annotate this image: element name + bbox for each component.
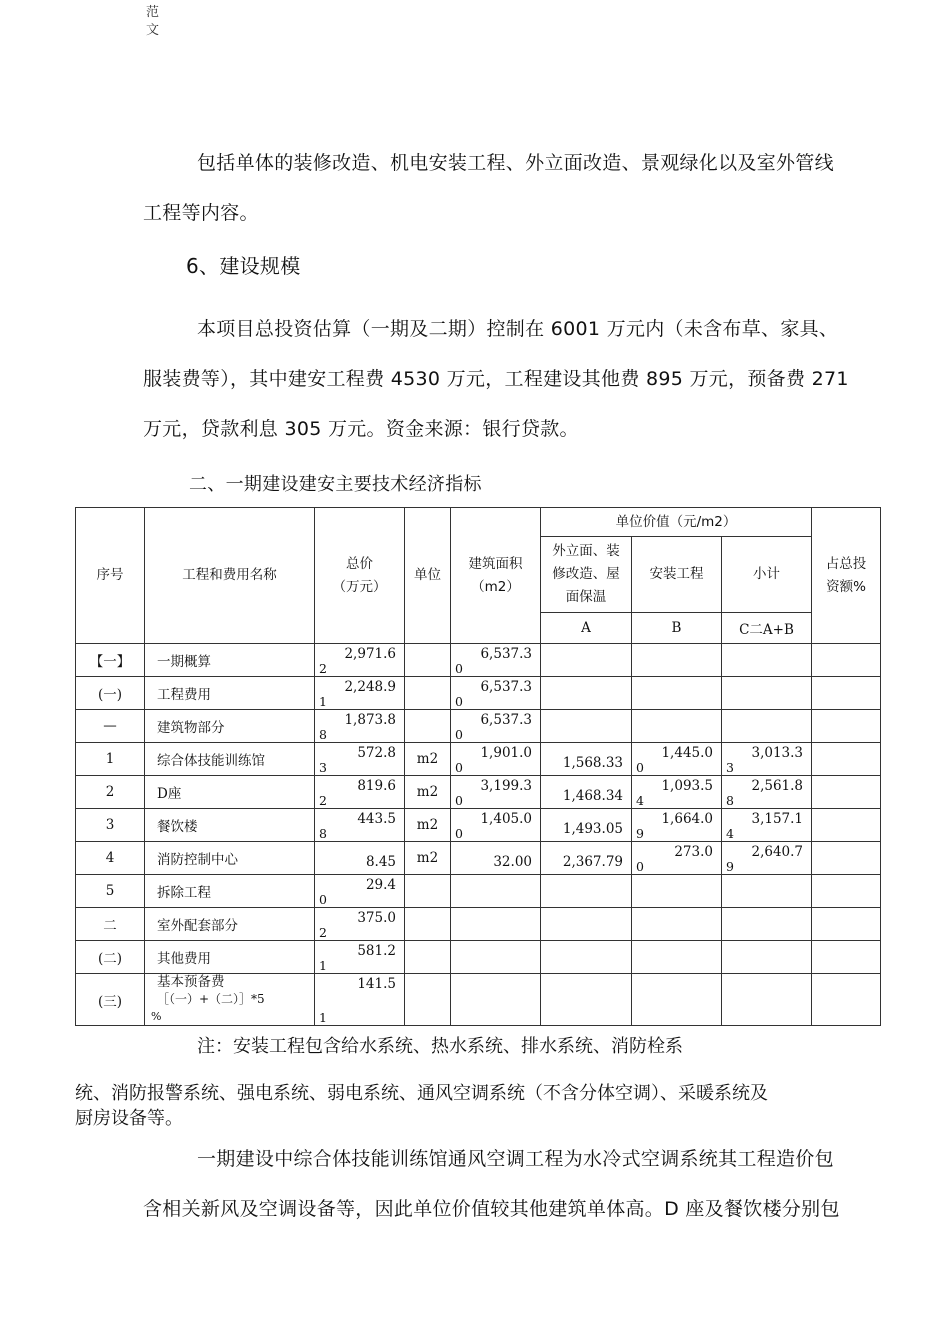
- cell-name: 工程费用: [145, 677, 315, 710]
- cell-total-value: 443.5: [357, 811, 396, 827]
- cell-seq: 1: [76, 743, 145, 776]
- cell-total: [315, 809, 405, 842]
- cell-subtotal-number: 2,640.7: [751, 844, 804, 860]
- cell-install-value: [632, 776, 722, 809]
- cell-facade-value: [541, 842, 632, 875]
- cell-total: [315, 908, 405, 941]
- cell-share: [812, 842, 881, 875]
- cell-install-value: [632, 743, 722, 776]
- cell-area-value: 6,537.3: [480, 646, 532, 662]
- cell-total: [315, 875, 405, 908]
- table-row: [76, 908, 881, 941]
- cell-total-value: 29.4: [365, 877, 396, 893]
- cell-subtotal-value: [722, 677, 812, 710]
- cell-area-tail: 0: [455, 661, 463, 676]
- cell-facade-number: 1,568.33: [562, 755, 623, 771]
- cell-total: [315, 743, 405, 776]
- cell-install-value: [632, 875, 722, 908]
- header-share-line1: 占总投: [825, 555, 867, 572]
- cell-subtotal-value: [722, 776, 812, 809]
- cell-name: 综合体技能训练馆: [145, 743, 315, 776]
- cell-total-tail: 0: [319, 892, 327, 907]
- cell-facade-value: [541, 974, 632, 1026]
- cell-total: [315, 677, 405, 710]
- cell-seq: (二): [76, 941, 145, 974]
- cell-total-value: 2,971.6: [344, 646, 396, 662]
- cell-subtotal-value: [722, 809, 812, 842]
- cell-subtotal-number: 3,013.3: [751, 745, 804, 761]
- cell-install-tail: 9: [636, 826, 644, 841]
- cell-subtotal-value: [722, 974, 812, 1026]
- cell-unit: [405, 941, 451, 974]
- cell-subtotal-tail: 3: [726, 760, 734, 775]
- cell-facade-number: 1,493.05: [562, 821, 623, 837]
- cell-install-number: 273.0: [674, 844, 713, 860]
- cell-name-line2: ［（一）+（二）］*5: [157, 992, 265, 1006]
- cell-name: 建筑物部分: [145, 710, 315, 743]
- header-mark: [146, 4, 166, 40]
- table-row: [76, 776, 881, 809]
- cell-area-tail: 0: [455, 694, 463, 709]
- cell-area: [451, 710, 541, 743]
- cell-area-tail: 0: [455, 793, 463, 808]
- cell-total-tail: 2: [319, 925, 327, 940]
- table-row: [76, 842, 881, 875]
- cell-install-value: [632, 941, 722, 974]
- note-line2: 统、消防报警系统、强电系统、弱电系统、通风空调系统（不含分体空调）、采暖系统及: [75, 1083, 768, 1104]
- cell-facade-value: [541, 908, 632, 941]
- header-mark-line2: 文: [146, 23, 160, 38]
- cell-seq: (三): [76, 974, 145, 1026]
- header-facade-line2: 修改造、屋: [552, 566, 620, 582]
- para1-line2: 工程等内容。: [143, 202, 259, 224]
- cell-area: [451, 842, 541, 875]
- cell-unit: m2: [405, 743, 451, 776]
- cell-unit: m2: [405, 776, 451, 809]
- header-col-c: C二A+B: [722, 613, 812, 644]
- cell-share: [812, 710, 881, 743]
- cell-unit: [405, 908, 451, 941]
- cell-area-tail: 0: [455, 760, 463, 775]
- cell-facade-number: 1,468.34: [562, 788, 623, 804]
- section2-title: 二、一期建设建安主要技术经济指标: [189, 474, 482, 495]
- cell-install-tail: 0: [636, 859, 644, 874]
- header-total: [315, 508, 405, 644]
- header-facade-line3: 面保温: [565, 589, 607, 605]
- cell-area: [451, 809, 541, 842]
- cell-seq: 3: [76, 809, 145, 842]
- cell-install-value: [632, 809, 722, 842]
- cell-area-value: 6,537.3: [480, 679, 532, 695]
- cell-total-value: 581.2: [357, 943, 396, 959]
- cell-area: [451, 644, 541, 677]
- table-row: [76, 743, 881, 776]
- header-share-line2: 资额%: [826, 578, 866, 595]
- cell-total-value: 572.8: [357, 745, 396, 761]
- cell-total: [315, 842, 405, 875]
- cell-subtotal-number: 2,561.8: [751, 778, 804, 794]
- cell-facade-value: [541, 677, 632, 710]
- cell-area: [451, 974, 541, 1026]
- cell-unit: [405, 710, 451, 743]
- header-unit-value: 单位价值（元/m2）: [541, 508, 812, 537]
- cell-seq: —: [76, 710, 145, 743]
- cell-name: 餐饮楼: [145, 809, 315, 842]
- cell-share: [812, 677, 881, 710]
- cell-share: [812, 941, 881, 974]
- cell-facade-value: [541, 875, 632, 908]
- cell-total-tail: 8: [319, 727, 327, 742]
- cell-unit: m2: [405, 809, 451, 842]
- cell-area: [451, 875, 541, 908]
- cell-name: D座: [145, 776, 315, 809]
- cell-subtotal-value: [722, 842, 812, 875]
- cell-seq: 5: [76, 875, 145, 908]
- cost-table: [75, 507, 881, 1026]
- header-area-line1: 建筑面积: [468, 555, 523, 572]
- cell-facade-value: [541, 941, 632, 974]
- cell-facade-value: [541, 776, 632, 809]
- header-area-line2: （m2）: [471, 578, 520, 595]
- cell-unit: [405, 875, 451, 908]
- table-row: [76, 710, 881, 743]
- cell-total: [315, 776, 405, 809]
- cell-total-value: 1,873.8: [344, 712, 396, 728]
- para1-line1: 包括单体的装修改造、机电安装工程、外立面改造、景观绿化以及室外管线: [197, 152, 834, 174]
- cell-total: [315, 941, 405, 974]
- note-line3: 厨房设备等。: [75, 1108, 183, 1129]
- cell-seq: 4: [76, 842, 145, 875]
- cell-subtotal-tail: 8: [726, 793, 734, 808]
- cell-share: [812, 809, 881, 842]
- cell-area: [451, 677, 541, 710]
- cell-install-value: [632, 644, 722, 677]
- cell-install-value: [632, 677, 722, 710]
- cell-share: [812, 743, 881, 776]
- header-col-b: B: [632, 613, 722, 644]
- cell-subtotal-tail: 4: [726, 826, 734, 841]
- table-row: [76, 809, 881, 842]
- cell-facade-value: [541, 710, 632, 743]
- para2-line1: 本项目总投资估算（一期及二期）控制在 6001 万元内（未含布草、家具、: [197, 318, 839, 340]
- cell-total: [315, 710, 405, 743]
- header-unit: 单位: [405, 508, 451, 644]
- header-mark-line1: 范: [146, 5, 160, 20]
- section-heading-6: 6、建设规模: [186, 254, 301, 278]
- cell-name: 一期概算: [145, 644, 315, 677]
- para2-line3: 万元，贷款利息 305 万元。资金来源：银行贷款。: [143, 418, 579, 440]
- cell-install-value: [632, 842, 722, 875]
- header-col-a: A: [541, 613, 632, 644]
- cell-unit: [405, 677, 451, 710]
- cell-area: [451, 776, 541, 809]
- cell-install-value: [632, 710, 722, 743]
- cell-subtotal-value: [722, 710, 812, 743]
- para2-line2: 服装费等），其中建安工程费 4530 万元，工程建设其他费 895 万元，预备费 271: [143, 368, 849, 390]
- cell-share: [812, 644, 881, 677]
- cell-total-tail: 1: [319, 958, 327, 973]
- cell-subtotal-value: [722, 644, 812, 677]
- cell-subtotal-number: 3,157.1: [751, 811, 804, 827]
- header-facade: [541, 537, 632, 613]
- cell-area-value: 1,405.0: [480, 811, 532, 827]
- cell-name-line3: %: [151, 1010, 162, 1023]
- note-line1: 注：安装工程包含给水系统、热水系统、排水系统、消防栓系: [197, 1036, 683, 1057]
- cell-name: 拆除工程: [145, 875, 315, 908]
- cell-install-value: [632, 908, 722, 941]
- cell-share: [812, 908, 881, 941]
- cell-install-value: [632, 974, 722, 1026]
- cell-share: [812, 974, 881, 1026]
- cell-total-value: 141.5: [357, 976, 396, 992]
- header-install: 安装工程: [632, 537, 722, 613]
- cell-area-value: 6,537.3: [480, 712, 532, 728]
- cell-name: 其他费用: [145, 941, 315, 974]
- cell-area-value: 3,199.3: [480, 778, 532, 794]
- cell-subtotal-tail: 9: [726, 859, 734, 874]
- cell-install-tail: 4: [636, 793, 644, 808]
- header-facade-line1: 外立面、装: [552, 543, 620, 559]
- cell-total-value: 8.45: [365, 854, 396, 870]
- cell-total: [315, 974, 405, 1026]
- cell-install-number: 1,445.0: [661, 745, 713, 761]
- cell-facade-value: [541, 743, 632, 776]
- table-row: [76, 875, 881, 908]
- header-total-line2: （万元）: [332, 578, 387, 595]
- cell-total-tail: 8: [319, 826, 327, 841]
- cell-name-line1: 基本预备费: [157, 974, 225, 990]
- header-total-line1: 总价: [346, 555, 373, 572]
- table-row: [76, 941, 881, 974]
- cell-total-tail: 3: [319, 760, 327, 775]
- table-row: [76, 677, 881, 710]
- cell-total-value: 375.0: [357, 910, 396, 926]
- cell-total: [315, 644, 405, 677]
- table-row: [76, 644, 881, 677]
- cell-seq: 【一】: [76, 644, 145, 677]
- cell-facade-value: [541, 644, 632, 677]
- cell-name: [145, 974, 315, 1026]
- cell-total-value: 2,248.9: [344, 679, 396, 695]
- header-subtotal: 小计: [722, 537, 812, 613]
- cell-install-number: 1,664.0: [661, 811, 713, 827]
- cell-name: 消防控制中心: [145, 842, 315, 875]
- cell-area: [451, 743, 541, 776]
- cell-area-value: 1,901.0: [480, 745, 532, 761]
- cell-total-tail: 1: [319, 1010, 327, 1025]
- cell-seq: 2: [76, 776, 145, 809]
- cell-subtotal-value: [722, 875, 812, 908]
- cell-unit: [405, 644, 451, 677]
- cell-install-tail: 0: [636, 760, 644, 775]
- cell-area-tail: 0: [455, 727, 463, 742]
- cell-subtotal-value: [722, 941, 812, 974]
- cell-seq: (一): [76, 677, 145, 710]
- cell-facade-number: 2,367.79: [562, 854, 623, 870]
- cell-subtotal-value: [722, 908, 812, 941]
- cell-facade-value: [541, 809, 632, 842]
- cell-install-number: 1,093.5: [661, 778, 713, 794]
- para3-line2: 含相关新风及空调设备等，因此单位价值较其他建筑单体高。D 座及餐饮楼分别包: [143, 1198, 840, 1220]
- cell-total-value: 819.6: [357, 778, 396, 794]
- cell-share: [812, 875, 881, 908]
- cell-area-tail: 0: [455, 826, 463, 841]
- header-seq: 序号: [76, 508, 145, 644]
- header-area: [451, 508, 541, 644]
- header-name: 工程和费用名称: [145, 508, 315, 644]
- cell-area: [451, 941, 541, 974]
- cell-area: [451, 908, 541, 941]
- cell-unit: [405, 974, 451, 1026]
- cell-share: [812, 776, 881, 809]
- cell-unit: m2: [405, 842, 451, 875]
- cell-name: 室外配套部分: [145, 908, 315, 941]
- cell-total-tail: 2: [319, 793, 327, 808]
- cell-subtotal-value: [722, 743, 812, 776]
- cell-total-tail: 1: [319, 694, 327, 709]
- table-row: [76, 974, 881, 1026]
- para3-line1: 一期建设中综合体技能训练馆通风空调工程为水冷式空调系统其工程造价包: [197, 1148, 834, 1170]
- cell-total-tail: 2: [319, 661, 327, 676]
- header-share: [812, 508, 881, 644]
- cell-seq: 二: [76, 908, 145, 941]
- cell-area-value: 32.00: [493, 854, 532, 870]
